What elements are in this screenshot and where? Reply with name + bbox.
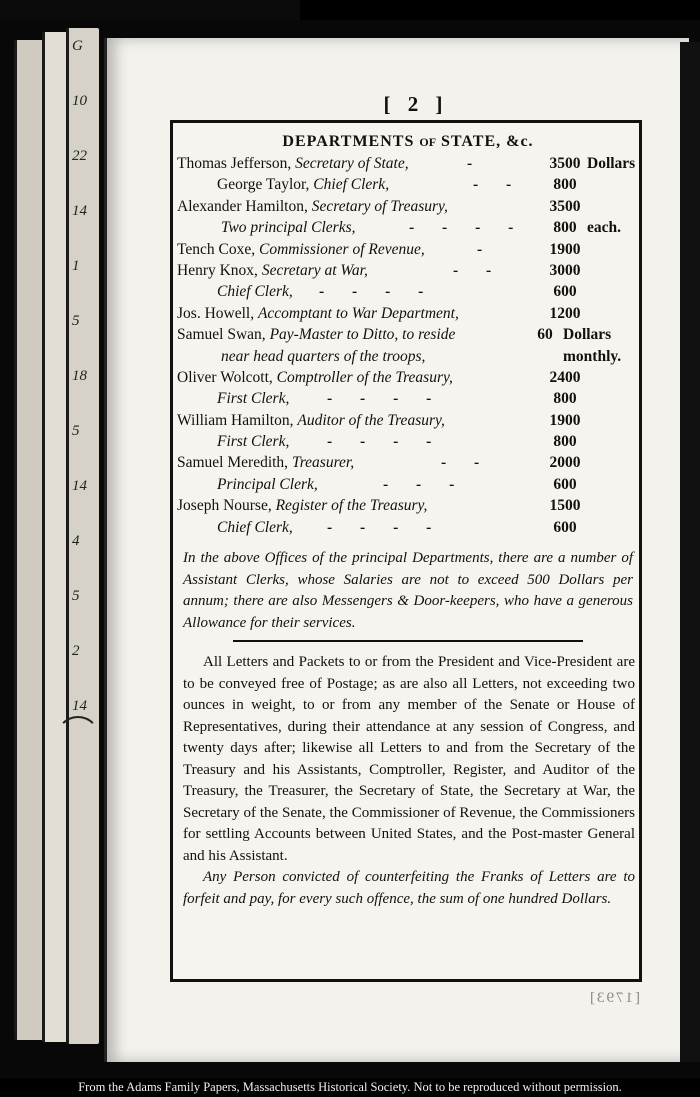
officer-entry: [177, 326, 455, 344]
officer-name: Jos. Howell,: [177, 304, 255, 322]
salary-amount: 800: [553, 433, 577, 451]
salary-amount: 1900: [549, 240, 581, 258]
content-frame: [170, 120, 642, 982]
salary-row: [177, 497, 639, 518]
officer-name: Henry Knox,: [177, 261, 258, 279]
leader-dots: - - - -: [319, 283, 436, 301]
leader-dots: - -: [453, 261, 504, 279]
salary-amount: 600: [553, 283, 577, 301]
salary-amount: 800: [553, 176, 577, 194]
page-gutter-right: [680, 42, 700, 1062]
edge-mark: 1: [72, 258, 80, 274]
leader-dots: - -: [473, 176, 524, 194]
officer-title: Chief Clerk,: [313, 176, 390, 194]
officer-title: Principal Clerk,: [217, 475, 318, 493]
edge-handwriting: [72, 36, 96, 1036]
officer-title: First Clerk,: [217, 433, 290, 451]
officer-name: Alexander Hamilton,: [177, 197, 308, 215]
officer-name: Thomas Jefferson,: [177, 155, 292, 172]
salary-row: [177, 305, 639, 326]
salary-row: [177, 219, 639, 240]
officer-title: Auditor of the Treasury,: [297, 411, 445, 429]
salary-row: [177, 283, 639, 304]
officer-entry: [177, 305, 459, 323]
leader-dots: - - - -: [327, 518, 444, 536]
salary-amount: 600: [553, 475, 577, 493]
salary-unit: monthly.: [563, 347, 622, 365]
leader-dots: - - -: [383, 475, 467, 493]
leader-dots: - - - -: [327, 390, 444, 408]
officer-entry: [177, 262, 368, 280]
edge-mark: G: [72, 38, 83, 54]
edge-mark: 18: [72, 368, 87, 384]
leader-dots: - -: [441, 454, 492, 472]
officer-entry: [217, 433, 289, 451]
officer-title: Treasurer,: [291, 454, 355, 472]
salary-amount: 1900: [549, 411, 581, 429]
salary-row: [177, 176, 639, 197]
officer-entry: [217, 476, 318, 494]
page-number: [ 2 ]: [383, 92, 449, 116]
heading-main: DEPARTMENTS: [282, 133, 415, 150]
officer-name: Samuel Swan,: [177, 326, 266, 344]
salary-amount: 1500: [549, 497, 581, 515]
assistant-clerks-note: In the above Offices of the principal Departments, there are a number of Assistant Clerks, whose Salaries are not to exceed 500 Dollars per annum; there are also Messengers & Door-keepers, who have a generous Allowance for their services.: [183, 550, 633, 631]
officer-name: William Hamilton,: [177, 411, 294, 429]
officer-entry: [221, 348, 425, 366]
postage-paragraph: All Letters and Packets to or from the President and Vice-President are to be conveyed free of Postage; as are also all Letters, not exceeding two ounces in weight, to or from any member of the Senate or House of Representatives, during their attendance at any session of Congress, and twenty days after; likewise all Letters to and from the Secretary of the Treasury and his Assistants, Comptroller, Register, and Auditor of the Treasury, the Treasurer, the Secretary of State, the Secretary at War, the Secretary of the Senate, the Commissioner of Revenue, the Commissioners for settling Accounts between United States, and the Post-master General and his Assistant.: [183, 654, 635, 864]
salary-row: [177, 454, 639, 475]
officer-name: Tench Coxe,: [177, 240, 256, 258]
salary-unit: each.: [587, 219, 622, 237]
salary-row: [177, 476, 639, 497]
salary-row: [177, 241, 639, 262]
salary-amount: 3500: [549, 155, 581, 172]
officer-entry: [217, 390, 289, 408]
edge-mark: 5: [72, 588, 80, 604]
ink-mark: [56, 716, 100, 760]
officer-title: Secretary of State,: [295, 155, 409, 172]
salary-amount: 2400: [549, 368, 581, 386]
officer-title: First Clerk,: [217, 390, 290, 408]
edge-mark: 5: [72, 313, 80, 329]
penalty-paragraph: Any Person convicted of counterfeiting the Franks of Letters are to forfeit and pay, for every such offence, the sum of one hundred Dollars.: [183, 869, 635, 907]
salary-row: [177, 155, 639, 176]
officer-title: near head quarters of the troops,: [221, 347, 426, 365]
salary-unit: Dollars: [587, 155, 636, 172]
officer-entry: [177, 412, 445, 430]
bleed-through-stamp: [1793]: [588, 990, 640, 1006]
officer-title: Commissioner of Revenue,: [259, 240, 425, 258]
officer-title: Comptroller of the Treasury,: [276, 368, 453, 386]
edge-mark: 2: [72, 643, 80, 659]
officer-entry: [177, 454, 354, 472]
section-heading: [177, 133, 639, 151]
salary-row: [177, 348, 639, 369]
salary-row: [177, 198, 639, 219]
edge-mark: 14: [72, 478, 87, 494]
salary-amount: 600: [553, 518, 577, 536]
leader-dots: - - - -: [327, 433, 444, 451]
edge-mark: 4: [72, 533, 80, 549]
officer-entry: [177, 369, 453, 387]
officer-entry: [217, 176, 389, 194]
officer-entry: [217, 519, 293, 537]
salary-row: [177, 262, 639, 283]
edge-mark: 5: [72, 423, 80, 439]
officer-name: George Taylor,: [217, 176, 310, 194]
salary-unit: Dollars: [563, 326, 612, 344]
officer-title: Two principal Clerks,: [221, 219, 356, 237]
divider: [233, 640, 583, 642]
officer-entry: [221, 219, 355, 237]
officer-title: Secretary of Treasury,: [311, 197, 448, 215]
salary-row: [177, 326, 639, 347]
salary-amount: 1200: [549, 304, 581, 322]
edge-mark: 14: [72, 203, 87, 219]
officer-title: Accomptant to War Department,: [257, 304, 459, 322]
archive-caption: From the Adams Family Papers, Massachusetts Historical Society. Not to be reproduced without permission.: [0, 1078, 700, 1097]
officer-entry: [177, 198, 448, 216]
heading-rest: STATE, &c.: [441, 133, 534, 150]
officer-entry: [177, 497, 427, 515]
salary-amount: 3500: [549, 197, 581, 215]
officer-title: Register of the Treasury,: [275, 497, 428, 515]
officer-title: Secretary at War,: [261, 261, 368, 279]
salary-row: [177, 519, 639, 540]
officer-title: Pay-Master to Ditto, to reside: [269, 326, 456, 344]
salary-row: [177, 433, 639, 454]
officer-name: Oliver Wolcott,: [177, 368, 273, 386]
salary-amount: 60: [537, 326, 553, 344]
leader-dots: - - - -: [409, 219, 526, 237]
officer-title: Chief Clerk,: [217, 518, 293, 536]
officer-entry: [177, 241, 425, 259]
heading-of: OF: [419, 135, 437, 149]
leader-dots: -: [467, 155, 485, 172]
salary-amount: 800: [553, 219, 577, 237]
edge-mark: 22: [72, 148, 87, 164]
officer-entry: [217, 283, 293, 301]
salary-amount: 800: [553, 390, 577, 408]
salary-list: [177, 155, 639, 540]
officer-name: Samuel Meredith,: [177, 454, 289, 472]
edge-mark: 14: [72, 698, 87, 714]
leader-dots: -: [477, 240, 495, 258]
officer-name: Joseph Nourse,: [177, 497, 272, 515]
salary-amount: 3000: [549, 261, 581, 279]
salary-row: [177, 412, 639, 433]
salary-row: [177, 390, 639, 411]
officer-title: Chief Clerk,: [217, 283, 293, 301]
salary-amount: 2000: [549, 454, 581, 472]
salary-row: [177, 369, 639, 390]
edge-mark: 10: [72, 93, 87, 109]
top-dark-band: [300, 0, 700, 20]
officer-entry: [177, 155, 409, 173]
